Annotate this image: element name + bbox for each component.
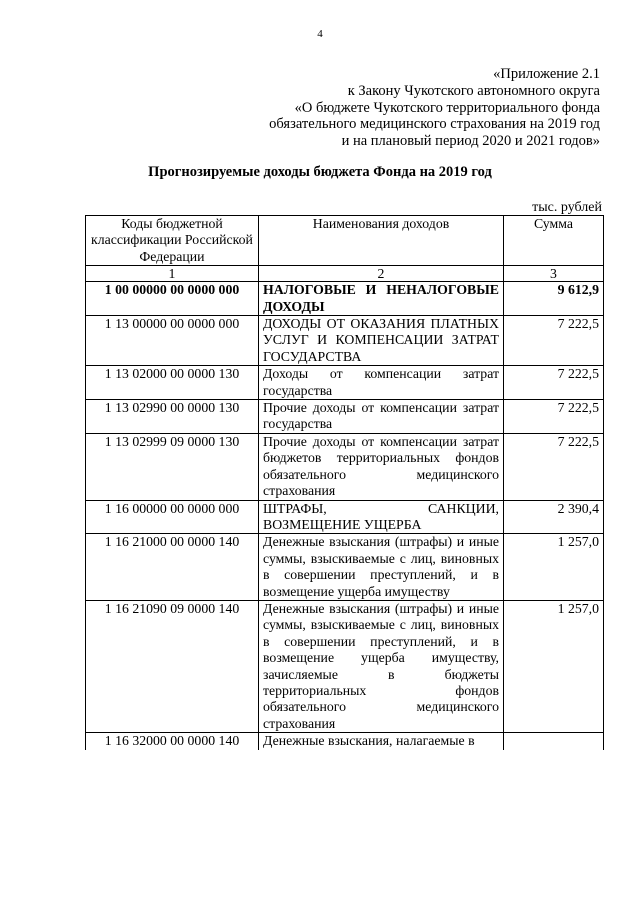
row-name: Денежные взыскания (штрафы) и иные суммы, взыскиваемые с лиц, виновных в совершении преступлений, и в возмещение ущерба имуществу, зачисляемые в бюджеты территориальных фондов обязательного медицинского страхования	[259, 600, 504, 732]
column-number: 1	[86, 266, 259, 282]
row-sum: 7 222,5	[504, 433, 604, 500]
page-number: 4	[317, 28, 323, 40]
row-sum: 7 222,5	[504, 316, 604, 366]
row-name: Прочие доходы от компенсации затрат бюджетов территориальных фондов обязательного медицинского страхования	[259, 433, 504, 500]
appendix-reference	[269, 66, 600, 150]
table-row	[86, 316, 604, 366]
row-sum	[504, 733, 604, 750]
appendix-line: и на плановый период 2020 и 2021 годов»	[341, 133, 600, 150]
row-name: ДОХОДЫ ОТ ОКАЗАНИЯ ПЛАТНЫХ УСЛУГ И КОМПЕНСАЦИИ ЗАТРАТ ГОСУДАРСТВА	[259, 316, 504, 366]
row-name: Прочие доходы от компенсации затрат государства	[259, 400, 504, 434]
appendix-line: обязательного медицинского страхования на 2019 год	[269, 116, 600, 133]
table-row	[86, 400, 604, 434]
row-sum: 9 612,9	[504, 282, 604, 316]
table-row	[86, 534, 604, 601]
revenue-table	[85, 215, 604, 750]
appendix-line: «Приложение 2.1	[493, 66, 600, 82]
row-sum: 7 222,5	[504, 366, 604, 400]
row-code: 1 16 21000 00 0000 140	[86, 534, 259, 601]
row-code: 1 16 32000 00 0000 140	[86, 733, 259, 750]
row-code: 1 13 02999 09 0000 130	[86, 433, 259, 500]
column-number: 2	[259, 266, 504, 282]
row-name: Денежные взыскания, налагаемые в	[259, 733, 504, 750]
row-code: 1 13 02000 00 0000 130	[86, 366, 259, 400]
table-row	[86, 733, 604, 750]
row-name: НАЛОГОВЫЕ И НЕНАЛОГОВЫЕ ДОХОДЫ	[259, 282, 504, 316]
row-code: 1 16 21090 09 0000 140	[86, 600, 259, 732]
header-name: Наименования доходов	[259, 216, 504, 266]
row-sum: 2 390,4	[504, 500, 604, 534]
row-sum: 1 257,0	[504, 534, 604, 601]
table-row	[86, 433, 604, 500]
appendix-line: к Закону Чукотского автономного округа	[347, 82, 600, 99]
row-code: 1 13 00000 00 0000 000	[86, 316, 259, 366]
document-title: Прогнозируемые доходы бюджета Фонда на 2019 год	[148, 164, 492, 180]
row-code: 1 00 00000 00 0000 000	[86, 282, 259, 316]
row-code: 1 13 02990 00 0000 130	[86, 400, 259, 434]
row-sum: 7 222,5	[504, 400, 604, 434]
row-name: Денежные взыскания (штрафы) и иные суммы, взыскиваемые с лиц, виновных в совершении преступлений, и в возмещение ущерба имуществу	[259, 534, 504, 601]
table-header-row	[86, 216, 604, 266]
appendix-line: «О бюджете Чукотского территориального фонда	[294, 99, 600, 116]
row-code: 1 16 00000 00 0000 000	[86, 500, 259, 534]
table-row	[86, 500, 604, 534]
column-number-row	[86, 266, 604, 282]
header-sum: Сумма	[504, 216, 604, 266]
column-number: 3	[504, 266, 604, 282]
header-code: Коды бюджетной классификации Российской Федерации	[86, 216, 259, 266]
table-row	[86, 600, 604, 732]
row-name: ШТРАФЫ, САНКЦИИ, ВОЗМЕЩЕНИЕ УЩЕРБА	[259, 500, 504, 534]
units-label: тыс. рублей	[532, 200, 602, 215]
table-row	[86, 282, 604, 316]
table-row	[86, 366, 604, 400]
row-name: Доходы от компенсации затрат государства	[259, 366, 504, 400]
row-sum: 1 257,0	[504, 600, 604, 732]
